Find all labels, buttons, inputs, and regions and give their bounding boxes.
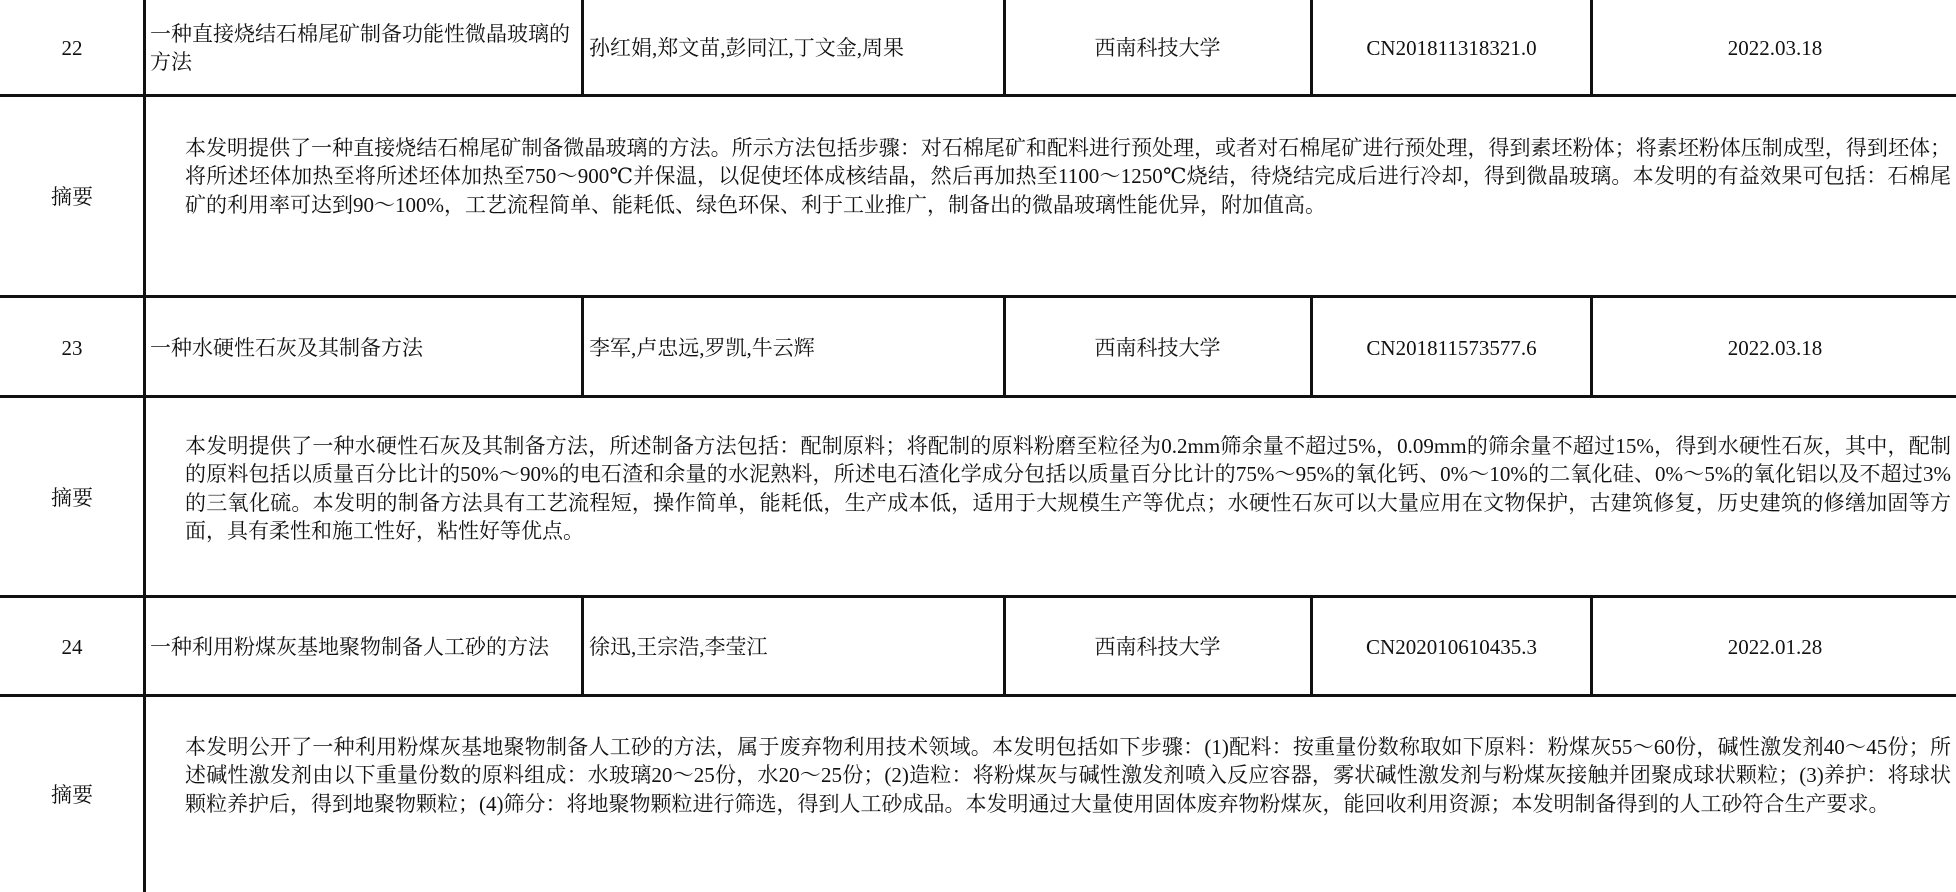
row-divider <box>0 295 1956 298</box>
column-divider <box>581 0 584 95</box>
applicant: 西南科技大学 <box>1094 335 1221 360</box>
row-divider <box>0 694 1956 697</box>
applicant: 西南科技大学 <box>1094 635 1221 659</box>
grant-date: 2022.01.28 <box>1727 635 1823 659</box>
patent-number: CN201811318321.0 <box>1366 35 1537 60</box>
abstract-label: 摘要 <box>51 783 93 807</box>
patent-number: CN202010610435.3 <box>1366 635 1537 659</box>
row-number: 22 <box>61 35 83 60</box>
column-divider <box>581 596 584 695</box>
grant-date: 2022.03.18 <box>1727 335 1823 360</box>
column-divider <box>1003 0 1006 95</box>
column-divider <box>1310 0 1313 95</box>
column-divider <box>1590 0 1593 95</box>
abstract-label: 摘要 <box>51 485 93 510</box>
grant-date: 2022.03.18 <box>1727 35 1823 60</box>
abstract-text: 本发明提供了一种直接烧结石棉尾矿制备微晶玻璃的方法。所示方法包括步骤：对石棉尾矿和配料进行预处理，或者对石棉尾矿进行预处理，得到素坯粉体；将素坯粉体压制成型，得到坯体；将所述坯体加热至将所述坯体加热至750～900℃并保温，以促使坯体成核结晶，然后再加热至1100～1250℃烧结，待烧结完成后进行冷却，得到微晶玻璃。本发明的有益效果可包括：石棉尾矿的利用率可达到90～100%，工艺流程简单、能耗低、绿色环保、利于工业推广，制备出的微晶玻璃性能优异，附加值高。 <box>185 136 1951 217</box>
column-divider <box>1310 296 1313 396</box>
patent-title: 一种水硬性石灰及其制备方法 <box>150 335 423 360</box>
row-divider <box>0 94 1956 97</box>
abstract-text: 本发明提供了一种水硬性石灰及其制备方法，所述制备方法包括：配制原料；将配制的原料粉磨至粒径为0.2mm筛余量不超过5%，0.09mm的筛余量不超过15%，得到水硬性石灰，其中，配制的原料包括以质量百分比计的50%～90%的电石渣和余量的水泥熟料，所述电石渣化学成分包括以质量百分比计的75%～95%的氧化钙、0%～10%的二氧化硅、0%～5%的氧化铝以及不超过3%的三氧化硫。本发明的制备方法具有工艺流程短，操作简单，能耗低，生产成本低，适用于大规模生产等优点；水硬性石灰可以大量应用在文物保护，古建筑修复，历史建筑的修缮加固等方面，具有柔性和施工性好，粘性好等优点。 <box>185 434 1951 543</box>
column-divider <box>581 296 584 396</box>
column-divider <box>1590 296 1593 396</box>
inventors: 徐迅,王宗浩,李莹江 <box>589 635 768 659</box>
abstract-text: 本发明公开了一种利用粉煤灰基地聚物制备人工砂的方法，属于废弃物利用技术领域。本发明包括如下步骤：(1)配料：按重量份数称取如下原料：粉煤灰55～60份，碱性激发剂40～45份；所述碱性激发剂由以下重量份数的原料组成：水玻璃20～25份，水20～25份；(2)造粒：将粉煤灰与碱性激发剂喷入反应容器，雾状碱性激发剂与粉煤灰接触并团聚成球状颗粒；(3)养护：将球状颗粒养护后，得到地聚物颗粒；(4)筛分：将地聚物颗粒进行筛选，得到人工砂成品。本发明通过大量使用固体废弃物粉煤灰，能回收利用资源；本发明制备得到的人工砂符合生产要求。 <box>185 735 1951 816</box>
column-divider <box>1590 596 1593 695</box>
column-divider <box>1310 596 1313 695</box>
patent-number: CN201811573577.6 <box>1366 335 1537 360</box>
inventors: 李军,卢忠远,罗凯,牛云辉 <box>589 335 815 360</box>
row-divider <box>0 595 1956 598</box>
column-divider <box>1003 296 1006 396</box>
inventors: 孙红娟,郑文苗,彭同江,丁文金,周果 <box>589 35 904 60</box>
applicant: 西南科技大学 <box>1094 35 1221 60</box>
row-divider <box>0 395 1956 398</box>
abstract-label: 摘要 <box>51 185 93 209</box>
row-number: 24 <box>61 635 83 659</box>
row-number: 23 <box>61 335 83 360</box>
patent-title: 一种利用粉煤灰基地聚物制备人工砂的方法 <box>150 635 549 659</box>
patent-title: 一种直接烧结石棉尾矿制备功能性微晶玻璃的方法 <box>150 21 570 74</box>
column-divider <box>143 0 146 892</box>
column-divider <box>1003 596 1006 695</box>
